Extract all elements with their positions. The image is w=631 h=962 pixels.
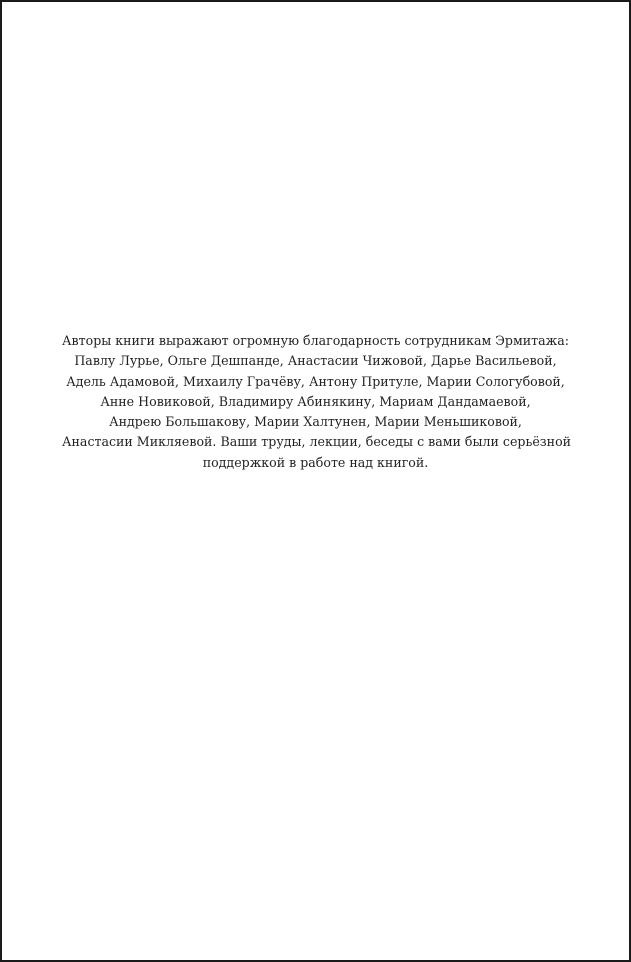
acknowledgement-text	[62, 331, 572, 473]
acknowledgement-line: Анне Новиковой, Владимиру Абинякину, Мариам Дандамаевой,	[100, 393, 531, 409]
acknowledgement-line: Анастасии Микляевой. Ваши труды, лекции, беседы с вами были серьёзной	[62, 434, 572, 450]
acknowledgement-line: Андрею Большакову, Марии Халтунен, Марии Меньшиковой,	[109, 414, 522, 430]
acknowledgement-line: Павлу Лурье, Ольге Дешпанде, Анастасии Чижовой, Дарье Васильевой,	[74, 353, 557, 369]
acknowledgement-line: Авторы книги выражают огромную благодарность сотрудникам Эрмитажа:	[62, 333, 569, 348]
acknowledgement-line: поддержкой в работе над книгой.	[202, 454, 429, 470]
acknowledgement-line: Адель Адамовой, Михаилу Грачёву, Антону Притуле, Марии Сологубовой,	[66, 373, 565, 389]
